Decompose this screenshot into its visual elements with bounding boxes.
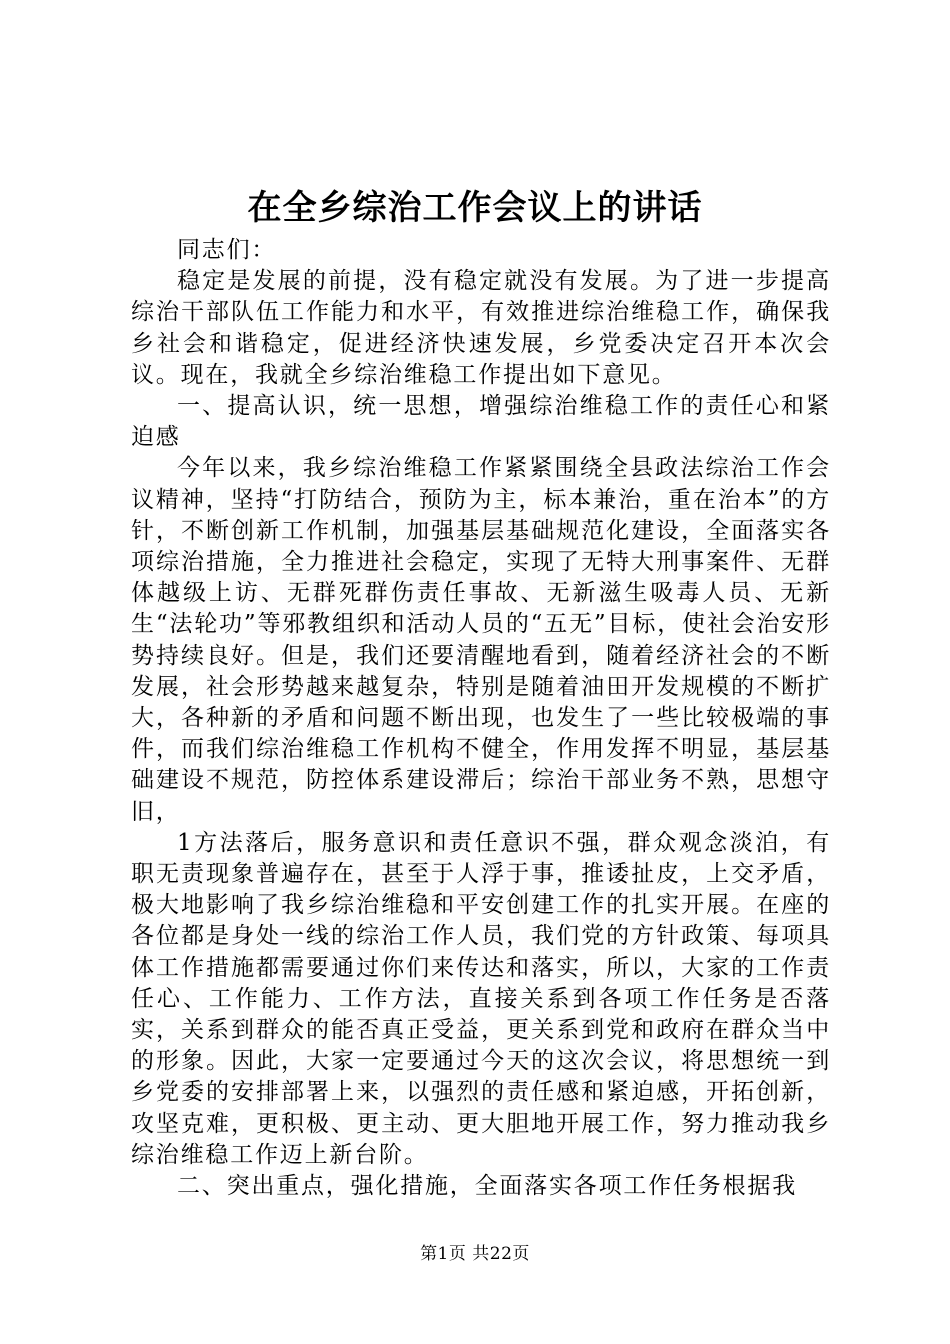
body-paragraph: 1方法落后，服务意识和责任意识不强，群众观念淡泊，有职无责现象普遍存在，甚至于人浮于事，推诿扯皮，上交矛盾，极大地影响了我乡综治维稳和平安创建工作的扎实开展。在座的各位都是身处一线的综治工作人员，我们党的方针政策、每项具体工作措施都需要通过你们来传达和落实，所以，大家的工作责任心、工作能力、工作方法，直接关系到各项工作任务是否落实，关系到群众的能否真正受益，更关系到党和政府在群众当中的形象。因此，大家一定要通过今天的这次会议，将思想统一到乡党委的安排部署上来，以强烈的责任感和紧迫感，开拓创新，攻坚克难，更积极、更主动、更大胆地开展工作，努力推动我乡综治维稳工作迈上新台阶。 — [131, 829, 831, 1168]
section-heading-two: 二、突出重点，强化措施，全面落实各项工作任务根据我 — [177, 1173, 797, 1200]
body-paragraph: 今年以来，我乡综治维稳工作紧紧围绕全县政法综治工作会议精神，坚持“打防结合，预防为主，标本兼治，重在治本”的方针，不断创新工作机制，加强基层基础规范化建设，全面落实各项综治措施，全力推进社会稳定，实现了无特大刑事案件、无群体越级上访、无群死群伤责任事故、无新滋生吸毒人员、无新生“法轮功”等邪教组织和活动人员的“五无”目标，使社会治安形势持续良好。但是，我们还要清醒地看到，随着经济社会的不断发展，社会形势越来越复杂，特别是随着油田开发规模的不断扩大，各种新的矛盾和问题不断出现，也发生了一些比较极端的事件，而我们综治维稳工作机构不健全，作用发挥不明显，基层基础建设不规范，防控体系建设滞后；综治干部业务不熟，思想守旧， — [131, 455, 831, 825]
salutation-paragraph: 同志们： — [177, 237, 277, 263]
section-heading-one: 一、提高认识，统一思想，增强综治维稳工作的责任心和紧迫感 — [131, 393, 831, 451]
document-body — [131, 235, 831, 1202]
page-footer: 第1页 共22页 — [420, 1244, 530, 1264]
document-title: 在全乡综治工作会议上的讲话 — [247, 188, 703, 228]
intro-paragraph: 稳定是发展的前提，没有稳定就没有发展。为了进一步提高综治干部队伍工作能力和水平，有效推进综治维稳工作，确保我乡社会和谐稳定，促进经济快速发展，乡党委决定召开本次会议。现在，我就全乡综治维稳工作提出如下意见。 — [131, 268, 831, 388]
